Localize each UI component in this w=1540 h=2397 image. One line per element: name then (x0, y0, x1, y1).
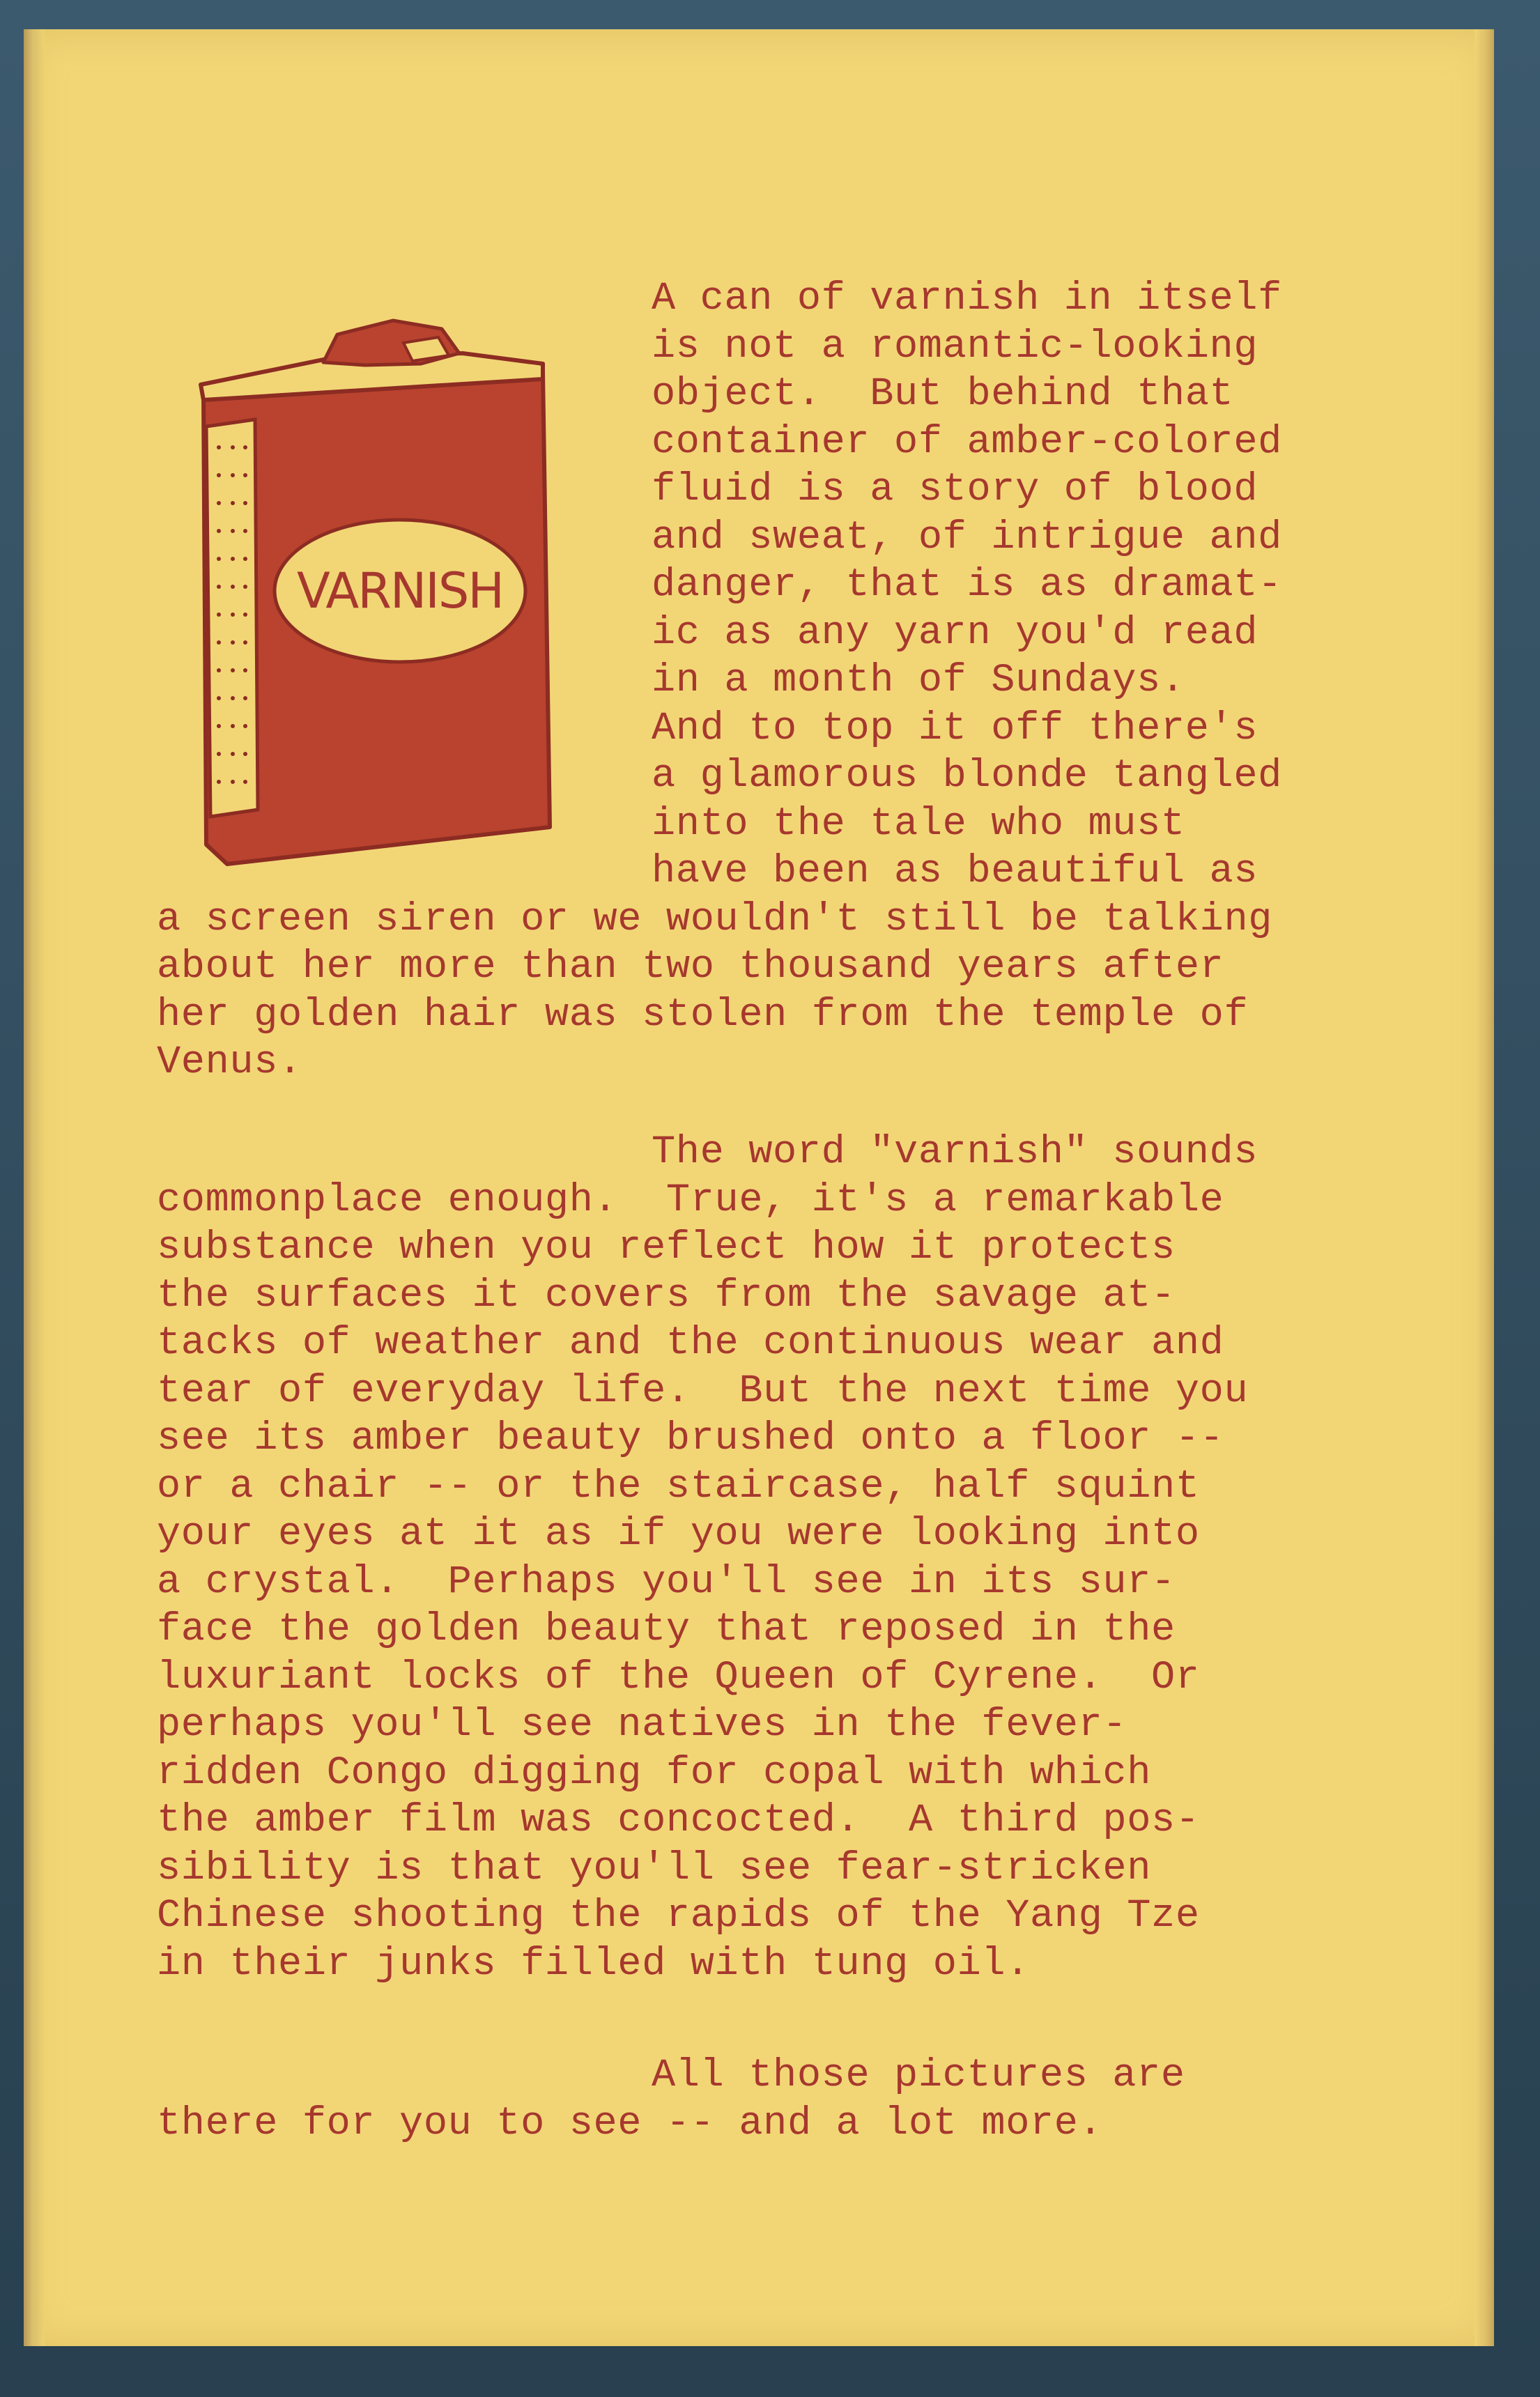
text-line: And to top it off there's (652, 706, 1258, 751)
text-line: or a chair -- or the staircase, half squint (157, 1464, 1200, 1509)
text-line: fluid is a story of blood (652, 468, 1258, 512)
text-line: her golden hair was stolen from the temple of (157, 992, 1249, 1038)
text-line: face the golden beauty that reposed in the (157, 1608, 1176, 1652)
text-line: the amber film was concocted. A third pos- (157, 1798, 1200, 1843)
text-line: is not a romantic-looking (652, 324, 1258, 369)
text-line: The word "varnish" sounds (652, 1130, 1258, 1175)
can-label-text: VARNISH (296, 562, 504, 619)
text-line: sibility is that you'll see fear-stricken (157, 1846, 1152, 1891)
text-line: a screen siren or we wouldn't still be talking (157, 897, 1273, 942)
text-line: tacks of weather and the continuous wear and (157, 1321, 1224, 1366)
text-line: substance when you reflect how it protects (157, 1226, 1176, 1270)
text-line: A can of varnish in itself (652, 277, 1282, 321)
text-line: see its amber beauty brushed onto a floor -- (157, 1417, 1224, 1461)
text-line: object. But behind that (652, 372, 1234, 417)
varnish-can-illustration (191, 315, 567, 872)
text-line: perhaps you'll see natives in the fever- (157, 1703, 1127, 1748)
text-line: a glamorous blonde tangled (652, 754, 1282, 799)
text-line: about her more than two thousand years after (157, 945, 1224, 989)
text-line: All those pictures are (652, 2053, 1185, 2098)
can-spout-cap (403, 337, 449, 361)
text-line: in a month of Sundays. (652, 658, 1185, 703)
can-side-panel (206, 419, 258, 817)
text-line: have been as beautiful as (652, 849, 1258, 894)
page-edge-left (24, 29, 45, 2346)
text-line: a crystal. Perhaps you'll see in its sur- (157, 1559, 1176, 1605)
text-line: there for you to see -- and a lot more. (157, 2101, 1103, 2146)
text-line: ic as any yarn you'd read (652, 610, 1258, 656)
page-edge-right (1474, 29, 1494, 2346)
text-line: container of amber-colored (652, 419, 1282, 465)
text-line: in their junks filled with tung oil. (157, 1941, 1030, 1987)
text-line: danger, that is as dramat- (652, 563, 1282, 608)
text-line: your eyes at it as if you were looking into (157, 1512, 1200, 1557)
text-line: into the tale who must (652, 801, 1185, 847)
text-line: Chinese shooting the rapids of the Yang Tze (157, 1894, 1200, 1939)
text-line: commonplace enough. True, it's a remarkable (157, 1178, 1224, 1223)
text-line: luxuriant locks of the Queen of Cyrene. Or (157, 1655, 1200, 1700)
text-line: and sweat, of intrigue and (652, 515, 1282, 560)
text-line: Venus. (157, 1040, 302, 1085)
text-line: tear of everyday life. But the next time you (157, 1369, 1249, 1414)
text-line: ridden Congo digging for copal with which (157, 1750, 1152, 1796)
text-line: the surfaces it covers from the savage at- (157, 1273, 1176, 1318)
